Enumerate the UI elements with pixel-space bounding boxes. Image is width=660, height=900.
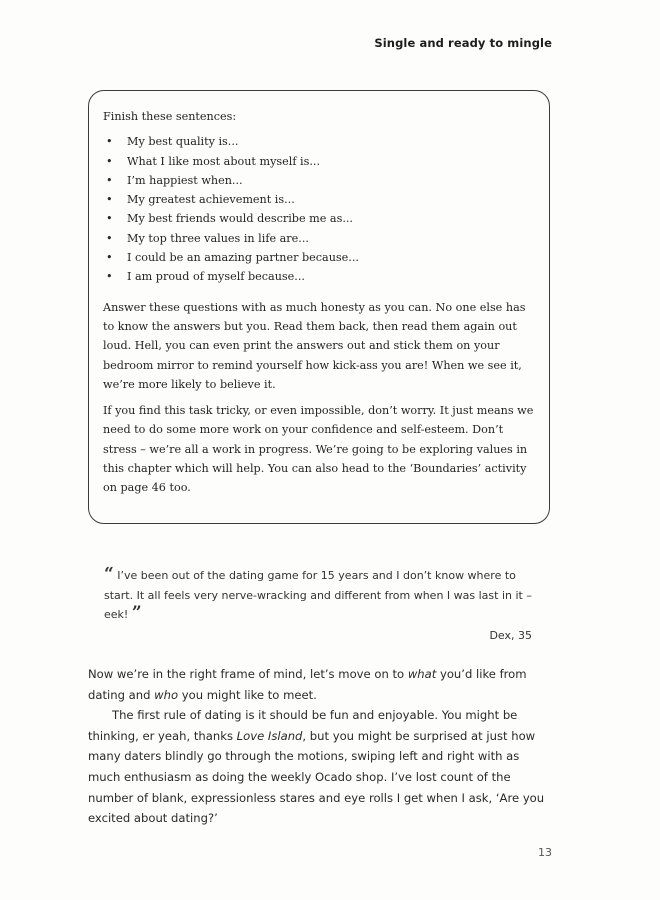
open-quote-icon: “ xyxy=(104,564,114,584)
page-number: 13 xyxy=(538,846,552,859)
quote-attribution: Dex, 35 xyxy=(489,628,532,642)
bullet-icon: • xyxy=(106,251,113,265)
exercise-paragraph-tricky: If you find this task tricky, or even impossible, don’t worry. It just means we need to do some more work on your confidence and self-esteem. Don’t stress – we’re all a work in progress. We’re going to be exploring values in this chapter which will help. You can also head to the ‘Boundaries’ activity on page 46 too. xyxy=(103,404,534,495)
bullet-icon: • xyxy=(106,154,113,168)
list-item: • I am proud of myself because... xyxy=(103,267,535,286)
list-item: • What I like most about myself is... xyxy=(103,152,535,171)
exercise-box xyxy=(88,90,550,524)
list-item: • My best quality is... xyxy=(103,132,535,151)
sentence-list xyxy=(103,132,535,286)
list-item: • My best friends would describe me as... xyxy=(103,209,535,228)
quote-text: I’ve been out of the dating game for 15 years and I don’t know where to start. It all feels very nerve-wracking and different from when I was last in it – eek! xyxy=(104,569,532,622)
pull-quote xyxy=(104,566,532,645)
emphasis-who: who xyxy=(154,687,179,702)
close-quote-icon: ” xyxy=(131,603,142,624)
body-paragraph: Now we’re in the right frame of mind, let’s move on to what you’d like from dating and who you might like to meet. xyxy=(88,667,527,702)
emphasis-what: what xyxy=(407,667,437,681)
bullet-icon: • xyxy=(106,231,113,245)
list-item: • My greatest achievement is... xyxy=(103,190,535,209)
body-text xyxy=(88,664,554,829)
bullet-icon: • xyxy=(106,173,113,187)
bullet-icon: • xyxy=(106,135,113,149)
body-paragraph: The first rule of dating is it should be fun and enjoyable. You might be thinking, er yeah, thanks Love Island, but you might be surprised at just how many daters blindly go through the motions, swiping left and right with as much enthusiasm as doing the weekly Ocado shop. I’ve lost count of the number of blank, expressionless stares and eye rolls I get when I ask, ‘Are you excited about dating?’ xyxy=(88,708,545,826)
list-item: • I could be an amazing partner because... xyxy=(103,248,535,267)
bullet-icon: • xyxy=(106,270,113,284)
bullet-icon: • xyxy=(106,193,113,207)
show-title: Love Island xyxy=(236,728,303,743)
exercise-paragraph-honesty: Answer these questions with as much honesty as you can. No one else has to know the answers but you. Read them back, then read them again out loud. Hell, you can even print the answers out and stick them on your bedroom mirror to remind yourself how kick-ass you are! When we see it, we’re more likely to believe it. xyxy=(103,300,526,391)
running-header-title: Single and ready to mingle xyxy=(374,36,552,50)
quote-body xyxy=(104,566,532,625)
exercise-intro: Finish these sentences: xyxy=(103,110,237,123)
bullet-icon: • xyxy=(106,212,113,226)
list-item: • I’m happiest when... xyxy=(103,171,535,190)
list-item: • My top three values in life are... xyxy=(103,229,535,248)
